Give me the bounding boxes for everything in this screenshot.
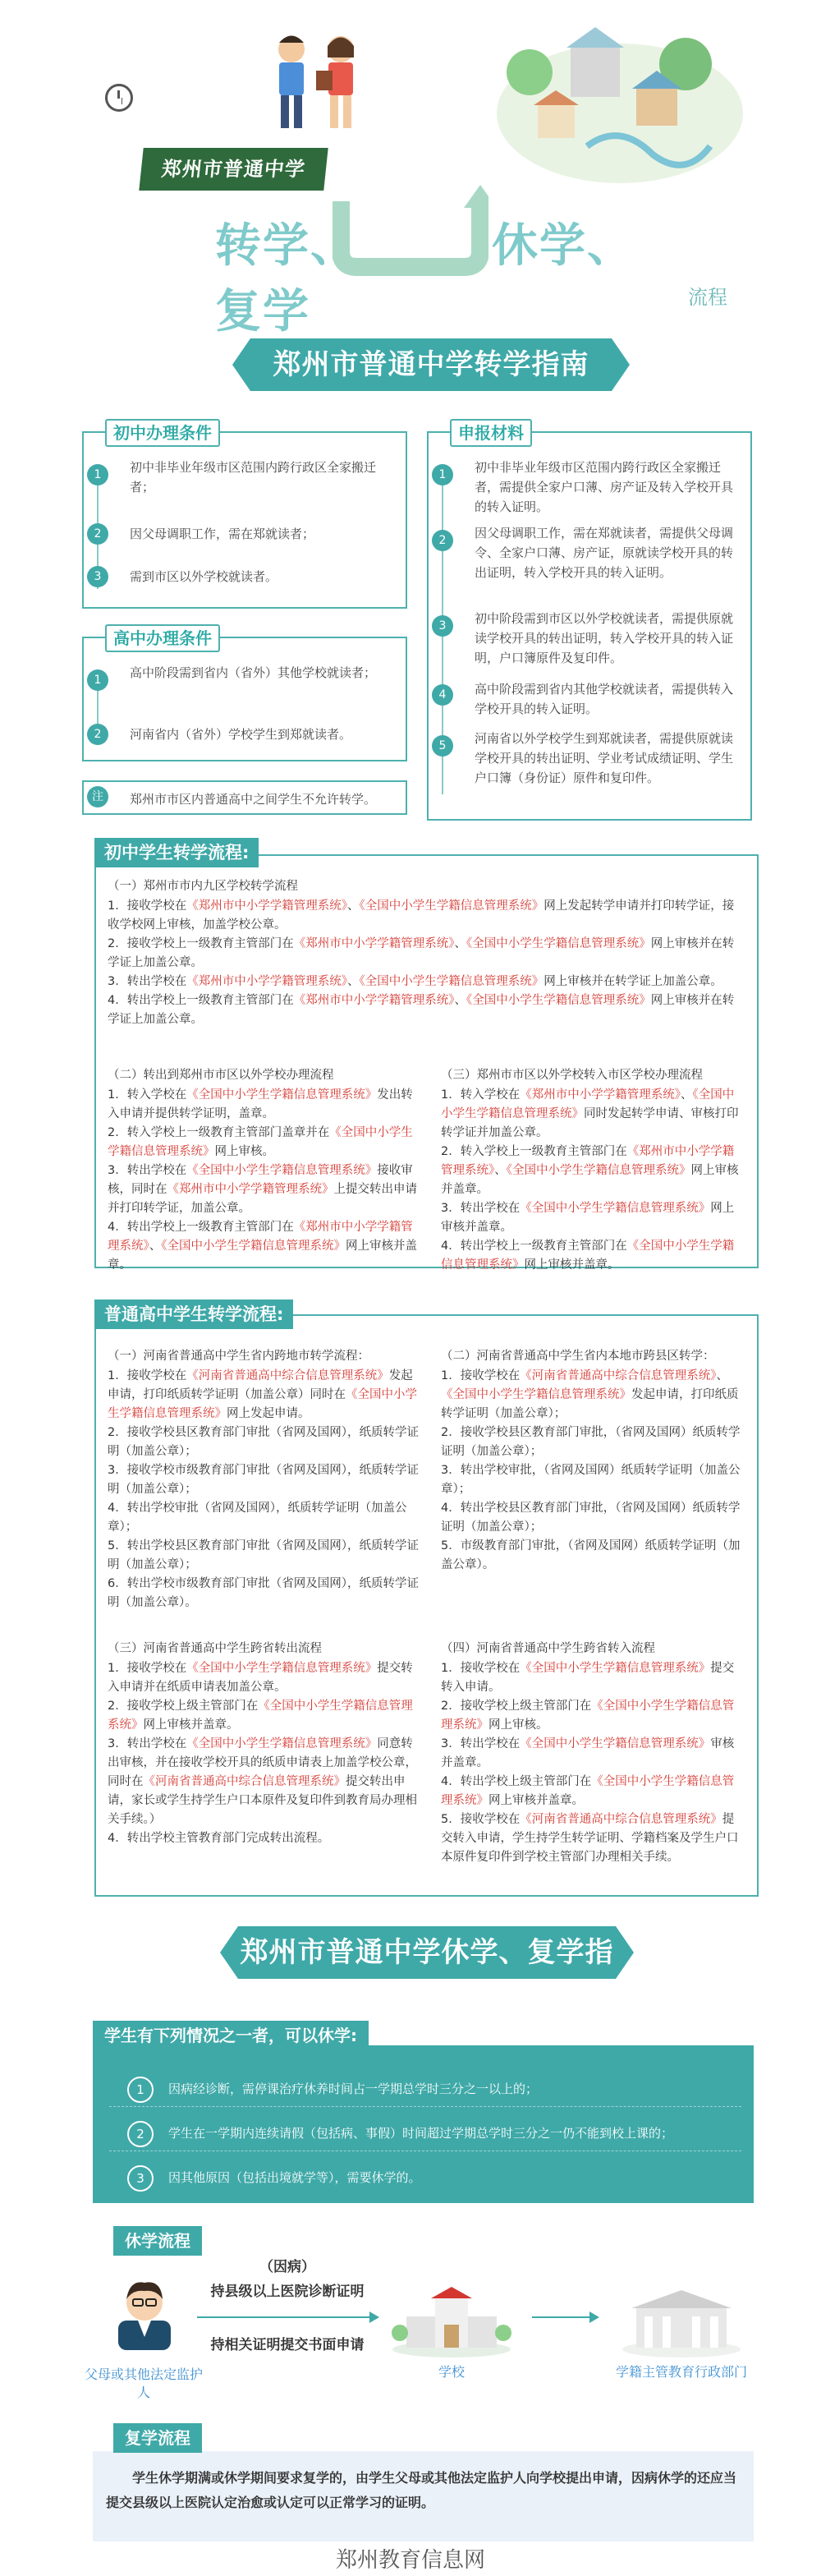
number-badge: 1 [87, 464, 108, 485]
step-text: 3．转出学校在 [108, 975, 187, 988]
number-badge: 1 [87, 669, 108, 691]
senior-conditions-title: 高中办理条件 [105, 624, 220, 652]
material-item: 河南省以外学校学生到郑就读者，需提供原就读学校开具的转出证明、学业考试成绩证明、学生户口簿（身份证）原件和复印件。 [475, 731, 734, 785]
step-text: 2．接收学校县区教育部门审批，（省网及国网）纸质转学证明（加盖公章）； [441, 1426, 741, 1458]
senior-part4-body [441, 1659, 745, 1867]
step-text: 网上审核并盖章。 [143, 1718, 239, 1732]
footer-source: 郑州教育信息网 [335, 2548, 485, 2573]
suspension-conditions-panel [93, 2045, 754, 2203]
flow-step [441, 1697, 745, 1735]
arrow-to-authority [532, 2316, 598, 2318]
flow-step [441, 1424, 745, 1461]
title-transfer: 转学、 [215, 219, 358, 273]
school-label: 学校 [438, 2364, 465, 2380]
flow-step [108, 1575, 420, 1612]
step-text: 、 [454, 994, 466, 1007]
step-text: 1．转入学校在 [108, 1088, 187, 1102]
senior-part2-title: （二）河南省普通高中学生省内本地市跨县区转学： [441, 1350, 715, 1363]
flow-step [108, 935, 744, 973]
system-name: 《全国中小学生学籍信息管理系统》 [108, 1388, 417, 1420]
flow-step [108, 1086, 420, 1124]
flow-step [441, 1199, 745, 1237]
senior-part3-title: （三）河南省普通高中学生跨省转出流程 [108, 1642, 322, 1655]
condition-item: 因父母调职工作，需在郑就读者； [130, 527, 315, 541]
junior-conditions-title: 初中办理条件 [105, 419, 220, 447]
materials-box [427, 431, 752, 821]
flow-step [441, 1367, 745, 1424]
flow-step [108, 1697, 420, 1735]
step-text: 、 [346, 899, 360, 913]
flow-step [108, 1499, 420, 1537]
system-name: 《郑州市中小学学籍管理系统》 [441, 1145, 735, 1177]
title-resume: 复学 [215, 285, 310, 338]
note-badge: 注 [87, 786, 108, 807]
flow-step [108, 1461, 420, 1499]
step-text: 网上审核并盖章。 [441, 1202, 735, 1234]
step-text: 网上发起转学申请并打印转学证，接收学校网上审核，加盖学校公章。 [108, 899, 735, 932]
system-name: 《全国中小学生学籍信息管理系统》 [466, 937, 651, 950]
flow-step [441, 1537, 745, 1575]
step-text: 4．转出学校上一级教育主管部门在 [441, 1240, 627, 1253]
step-text: 网上审核并在转学证上加盖公章。 [544, 975, 722, 988]
flow-step [441, 1735, 745, 1773]
step-text: 、 [716, 1369, 728, 1382]
step-text: 5．转出学校县区教育部门审批（省网及国网），纸质转学证明（加盖公章）； [108, 1539, 419, 1571]
authority-building-icon [620, 2284, 743, 2358]
school-icon [390, 2284, 513, 2358]
step-text: 1．接收学校在 [441, 1662, 521, 1675]
system-name: 《郑州市中小学学籍管理系统》 [186, 899, 347, 913]
step-text: 网上审核并在转学证上加盖公章。 [108, 937, 735, 969]
step-text: 上提交转出申请并打印转学证，加盖公章。 [108, 1183, 417, 1215]
step-text: 网上审核并盖章。 [441, 1164, 739, 1196]
system-name: 《全国中小学生学籍信息管理系统》 [441, 1700, 735, 1732]
flow-step [441, 1810, 745, 1867]
step-text: 网上审核。 [214, 1145, 274, 1158]
step-text: 3．转出学校在 [108, 1737, 187, 1750]
senior-part4-title: （四）河南省普通高中学生跨省转入流程 [441, 1642, 655, 1655]
step-text: 网上审核并盖章。 [488, 1794, 584, 1807]
step-text: 4．转出学校上一级教育主管部门在 [108, 1221, 294, 1234]
senior-flow-panel [94, 1314, 759, 1897]
step-text: 同时发起转学申请、审核打印转学证并加盖公章。 [441, 1107, 739, 1139]
guardian-icon [105, 2271, 184, 2350]
number-badge: 4 [432, 684, 453, 706]
senior-part1-title: （一）河南省普通高中学生省内跨地市转学流程： [108, 1350, 369, 1363]
system-name: 《郑州市中小学学籍管理系统》 [108, 1221, 413, 1253]
note-text: 郑州市市区内普通高中之间学生不允许转学。 [130, 792, 377, 807]
step-text: 、 [680, 1088, 693, 1102]
condition-text: 学生在一学期内连续请假（包括病、事假）时间超过学期总学时三分之一仍不能到校上课的； [168, 2126, 674, 2141]
arrow-to-school [197, 2316, 378, 2318]
flow-step [108, 1367, 420, 1424]
junior-part3-body [441, 1086, 745, 1275]
note-box [82, 780, 407, 815]
step-text: 网上发起申请。 [227, 1407, 310, 1420]
system-name: 《全国中小学生学籍信息管理系统》 [441, 1240, 735, 1272]
step-text: 4．转出学校主管教育部门完成转出流程。 [108, 1832, 330, 1845]
flow-step [441, 1461, 745, 1499]
senior-conditions-box [82, 637, 407, 761]
step-text: 网上审核并盖章。 [108, 1240, 417, 1272]
system-name: 《全国中小学生学籍信息管理系统》 [359, 899, 544, 913]
flow-step [108, 1537, 420, 1575]
junior-flow-panel [94, 854, 759, 1272]
system-name: 《全国中小学生学籍信息管理系统》 [441, 1775, 735, 1807]
system-name: 《全国中小学生学籍信息管理系统》 [441, 1388, 631, 1401]
number-badge: 3 [127, 2165, 154, 2192]
system-name: 《郑州市中小学学籍管理系统》 [293, 937, 455, 950]
senior-flow-title: 普通高中学生转学流程: [94, 1300, 293, 1329]
material-item: 因父母调职工作，需在郑就读者，需提供父母调令、全家户口薄、房产证，原就读学校开具的转出证明，转入学校开具的转入证明。 [475, 526, 734, 580]
step-text: 网上审核并盖章。 [524, 1258, 620, 1272]
number-badge: 3 [432, 615, 453, 637]
resume-text: 学生休学期满或休学期间要求复学的，由学生父母或其他法定监护人向学校提出申请，因病休学的还应当提交县级以上医院认定治愈或认定可以正常学习的证明。 [106, 2470, 737, 2510]
flow-step [441, 1143, 745, 1199]
transfer-guide-banner: 郑州市普通中学转学指南 [250, 338, 612, 391]
suspension-conditions-title: 学生有下列情况之一者，可以休学: [93, 2021, 369, 2050]
junior-part1-body [108, 897, 744, 1029]
children-illustration [246, 25, 386, 164]
step-text: 2．接收学校上级主管部门在 [441, 1700, 592, 1713]
system-name: 《郑州市中小学学籍管理系统》 [520, 1088, 681, 1102]
step-text: 3．转出学校审批，（省网及国网）纸质转学证明（加盖公章）； [441, 1464, 741, 1496]
material-item: 初中阶段需到市区以外学校就读者，需提供原就读学校开具的转出证明，转入学校开具的转入证明，户口簿原件及复印件。 [475, 611, 734, 665]
material-item: 初中非毕业年级市区范围内跨行政区全家搬迁者，需提供全家户口薄、房产证及转入学校开具的转入证明。 [475, 460, 734, 514]
system-name: 《全国中小学生学籍信息管理系统》 [506, 1164, 691, 1177]
system-name: 《河南省普通高中综合信息管理系统》 [520, 1813, 722, 1826]
number-badge: 2 [432, 530, 453, 551]
flow-step [441, 1086, 745, 1143]
system-name: 《全国中小学生学籍信息管理系统》 [520, 1737, 711, 1750]
system-name: 《全国中小学生学籍信息管理系统》 [186, 1737, 378, 1750]
flow-step [441, 1499, 745, 1537]
application-label: 持相关证明提交书面申请 [210, 2337, 365, 2353]
step-text: 网上审核。 [488, 1718, 548, 1732]
step-text: 、 [494, 1164, 507, 1177]
step-text: 4．转出学校上一级教育主管部门在 [108, 994, 294, 1007]
junior-part2-title: （二）转出到郑州市市区以外学校办理流程 [108, 1069, 334, 1082]
suspension-guide-banner: 郑州市普通中学休学、复学指南 [238, 1926, 616, 1979]
number-badge: 1 [432, 464, 453, 485]
number-badge: 2 [127, 2121, 154, 2147]
step-text: 3．接收学校市级教育部门审批（省网及国网），纸质转学证明（加盖公章）； [108, 1464, 419, 1496]
system-name: 《郑州市中小学学籍管理系统》 [293, 994, 455, 1007]
condition-item: 初中非毕业年级市区范围内跨行政区全家搬迁者； [130, 460, 377, 494]
step-text: 2．转入学校上一级教育主管部门在 [441, 1145, 627, 1158]
system-name: 《全国中小学生学籍信息管理系统》 [359, 975, 544, 988]
condition-text: 因病经诊断，需停课治疗休养时间占一学期总学时三分之一以上的； [168, 2082, 539, 2096]
flow-step [108, 1162, 420, 1218]
header [0, 0, 821, 338]
system-name: 《全国中小学生学籍信息管理系统》 [108, 1126, 413, 1158]
system-name: 《郑州市中小学学籍管理系统》 [167, 1183, 334, 1196]
system-name: 《全国中小学生学籍信息管理系统》 [520, 1662, 711, 1675]
resume-panel [93, 2451, 754, 2542]
condition-row [109, 2159, 741, 2195]
step-text: 、 [346, 975, 360, 988]
materials-title: 申报材料 [450, 419, 532, 447]
junior-conditions-box [82, 431, 407, 609]
junior-part2-body [108, 1086, 420, 1275]
flow-step [108, 897, 744, 935]
senior-part2-body [441, 1367, 745, 1575]
system-name: 《全国中小学生学籍信息管理系统》 [466, 994, 651, 1007]
flow-step [108, 1124, 420, 1162]
system-name: 《全国中小学生学籍信息管理系统》 [520, 1202, 711, 1215]
flow-step [441, 1659, 745, 1697]
step-text: 审核并盖章。 [441, 1737, 735, 1769]
step-text: 3．转出学校在 [441, 1202, 521, 1215]
step-text: 1．接收学校在 [108, 1662, 187, 1675]
school-badge: 郑州市普通中学 [139, 148, 328, 191]
resume-process-title: 复学流程 [113, 2423, 202, 2453]
step-text: 3．转出学校在 [441, 1737, 521, 1750]
system-name: 《全国中小学生学籍信息管理系统》 [186, 1662, 378, 1675]
junior-part1-title: （一）郑州市市内九区学校转学流程 [108, 880, 298, 893]
step-text: 1．转入学校在 [441, 1088, 521, 1102]
number-badge: 1 [127, 2077, 154, 2103]
system-name: 《全国中小学生学籍信息管理系统》 [186, 1164, 378, 1177]
condition-item: 需到市区以外学校就读者。 [130, 569, 278, 584]
condition-item: 高中阶段需到省内（省外）其他学校就读者； [130, 665, 377, 680]
sick-label: （因病） [259, 2259, 315, 2275]
material-item: 高中阶段需到省内其他学校就读者，需提供转入学校开具的转入证明。 [475, 682, 734, 716]
system-name: 《河南省普通高中综合信息管理系统》 [186, 1369, 389, 1382]
step-text: 、 [454, 937, 466, 950]
flow-step [441, 1237, 745, 1275]
flow-step [108, 1659, 420, 1697]
number-badge: 3 [87, 566, 108, 587]
junior-part3-title: （三）郑州市市区以外学校转入市区学校办理流程 [441, 1069, 703, 1082]
step-text: 1．接收学校在 [441, 1369, 521, 1382]
village-illustration [480, 15, 743, 187]
suspension-process-title: 休学流程 [113, 2226, 202, 2256]
step-text: 2．接收学校上级主管部门在 [108, 1700, 259, 1713]
system-name: 《全国中小学生学籍信息管理系统》 [108, 1700, 413, 1732]
step-text: 、 [149, 1240, 162, 1253]
junior-flow-title: 初中学生转学流程: [94, 838, 259, 867]
senior-part1-body [108, 1367, 420, 1612]
title-suspend: 休学、 [492, 219, 635, 273]
number-badge: 2 [87, 523, 108, 545]
system-name: 《郑州市中小学学籍管理系统》 [186, 975, 347, 988]
flow-step [108, 1829, 420, 1848]
system-name: 《河南省普通高中综合信息管理系统》 [520, 1369, 717, 1382]
step-text: 发起申请，打印纸质转学证明（加盖公章）； [441, 1388, 739, 1420]
step-text: 3．转出学校在 [108, 1164, 187, 1177]
step-text: 2．转入学校上一级教育主管部门盖章并在 [108, 1126, 330, 1139]
step-text: 2．接收学校上一级教育主管部门在 [108, 937, 294, 950]
guardian-label: 父母或其他法定监护人 [84, 2367, 203, 2400]
step-text: 4．转出学校审批（省网及国网），纸质转学证明（加盖公章）； [108, 1502, 407, 1534]
system-name: 《河南省普通高中综合信息管理系统》 [143, 1775, 346, 1788]
flow-step [108, 991, 744, 1029]
step-text: 提交转入申请并在纸质申请表加盖公章。 [108, 1662, 413, 1694]
number-badge: 5 [432, 735, 453, 757]
system-name: 《全国中小学生学籍信息管理系统》 [161, 1240, 346, 1253]
condition-text: 因其他原因（包括出境就学等），需要休学的。 [168, 2170, 421, 2185]
step-text: 6．转出学校市级教育部门审批（省网及国网），纸质转学证明（加盖公章）。 [108, 1577, 419, 1609]
step-text: 1．接收学校在 [108, 1369, 187, 1382]
step-text: 提交转出申请，家长或学生持学生户口本原件及复印件到教育局办理相关手续。） [108, 1775, 417, 1826]
subtitle: 流程 [688, 286, 727, 309]
step-text: 4．转出学校县区教育部门审批，（省网及国网）纸质转学证明（加盖公章）； [441, 1502, 741, 1534]
system-name: 《全国中小学生学籍信息管理系统》 [186, 1088, 378, 1102]
condition-row [109, 2114, 741, 2151]
flow-step [108, 1735, 420, 1829]
flow-step [108, 973, 744, 991]
arrow-graphic [333, 185, 488, 283]
step-text: 2．接收学校县区教育部门审批（省网及国网），纸质转学证明（加盖公章）； [108, 1426, 419, 1458]
step-text: 提交转入申请。 [441, 1662, 735, 1694]
step-text: 提交转入申请，学生持学生转学证明、学籍档案及学生户口本原件复印件到学校主管部门办理相关手续。 [441, 1813, 739, 1864]
step-text: 接收审核，同时在 [108, 1164, 413, 1196]
step-text: 发出转入申请并提供转学证明，盖章。 [108, 1088, 413, 1120]
system-name: 《全国中小学生学籍信息管理系统》 [441, 1088, 735, 1120]
step-text: 同意转出审核，并在接收学校开具的纸质申请表上加盖学校公章，同时在 [108, 1737, 417, 1788]
step-text: 1．接收学校在 [108, 899, 187, 913]
clock-icon [105, 84, 133, 112]
step-text: 网上审核并在转学证上加盖公章。 [108, 994, 735, 1026]
step-text: 发起申请，打印纸质转学证明（加盖公章）同时在 [108, 1369, 413, 1401]
flow-step [441, 1773, 745, 1810]
diagnosis-label: 持县级以上医院诊断证明 [210, 2284, 365, 2300]
flow-step [108, 1218, 420, 1275]
condition-row [109, 2070, 741, 2107]
flow-step [108, 1424, 420, 1461]
authority-label: 学籍主管教育行政部门 [615, 2364, 747, 2380]
step-text: 4．转出学校上级主管部门在 [441, 1775, 592, 1788]
condition-item: 河南省内（省外）学校学生到郑就读者。 [130, 727, 352, 742]
senior-part3-body [108, 1659, 420, 1848]
number-badge: 2 [87, 724, 108, 745]
step-text: 5．接收学校在 [441, 1813, 521, 1826]
step-text: 5．市级教育部门审批，（省网及国网）纸质转学证明（加盖公章）。 [441, 1539, 741, 1571]
